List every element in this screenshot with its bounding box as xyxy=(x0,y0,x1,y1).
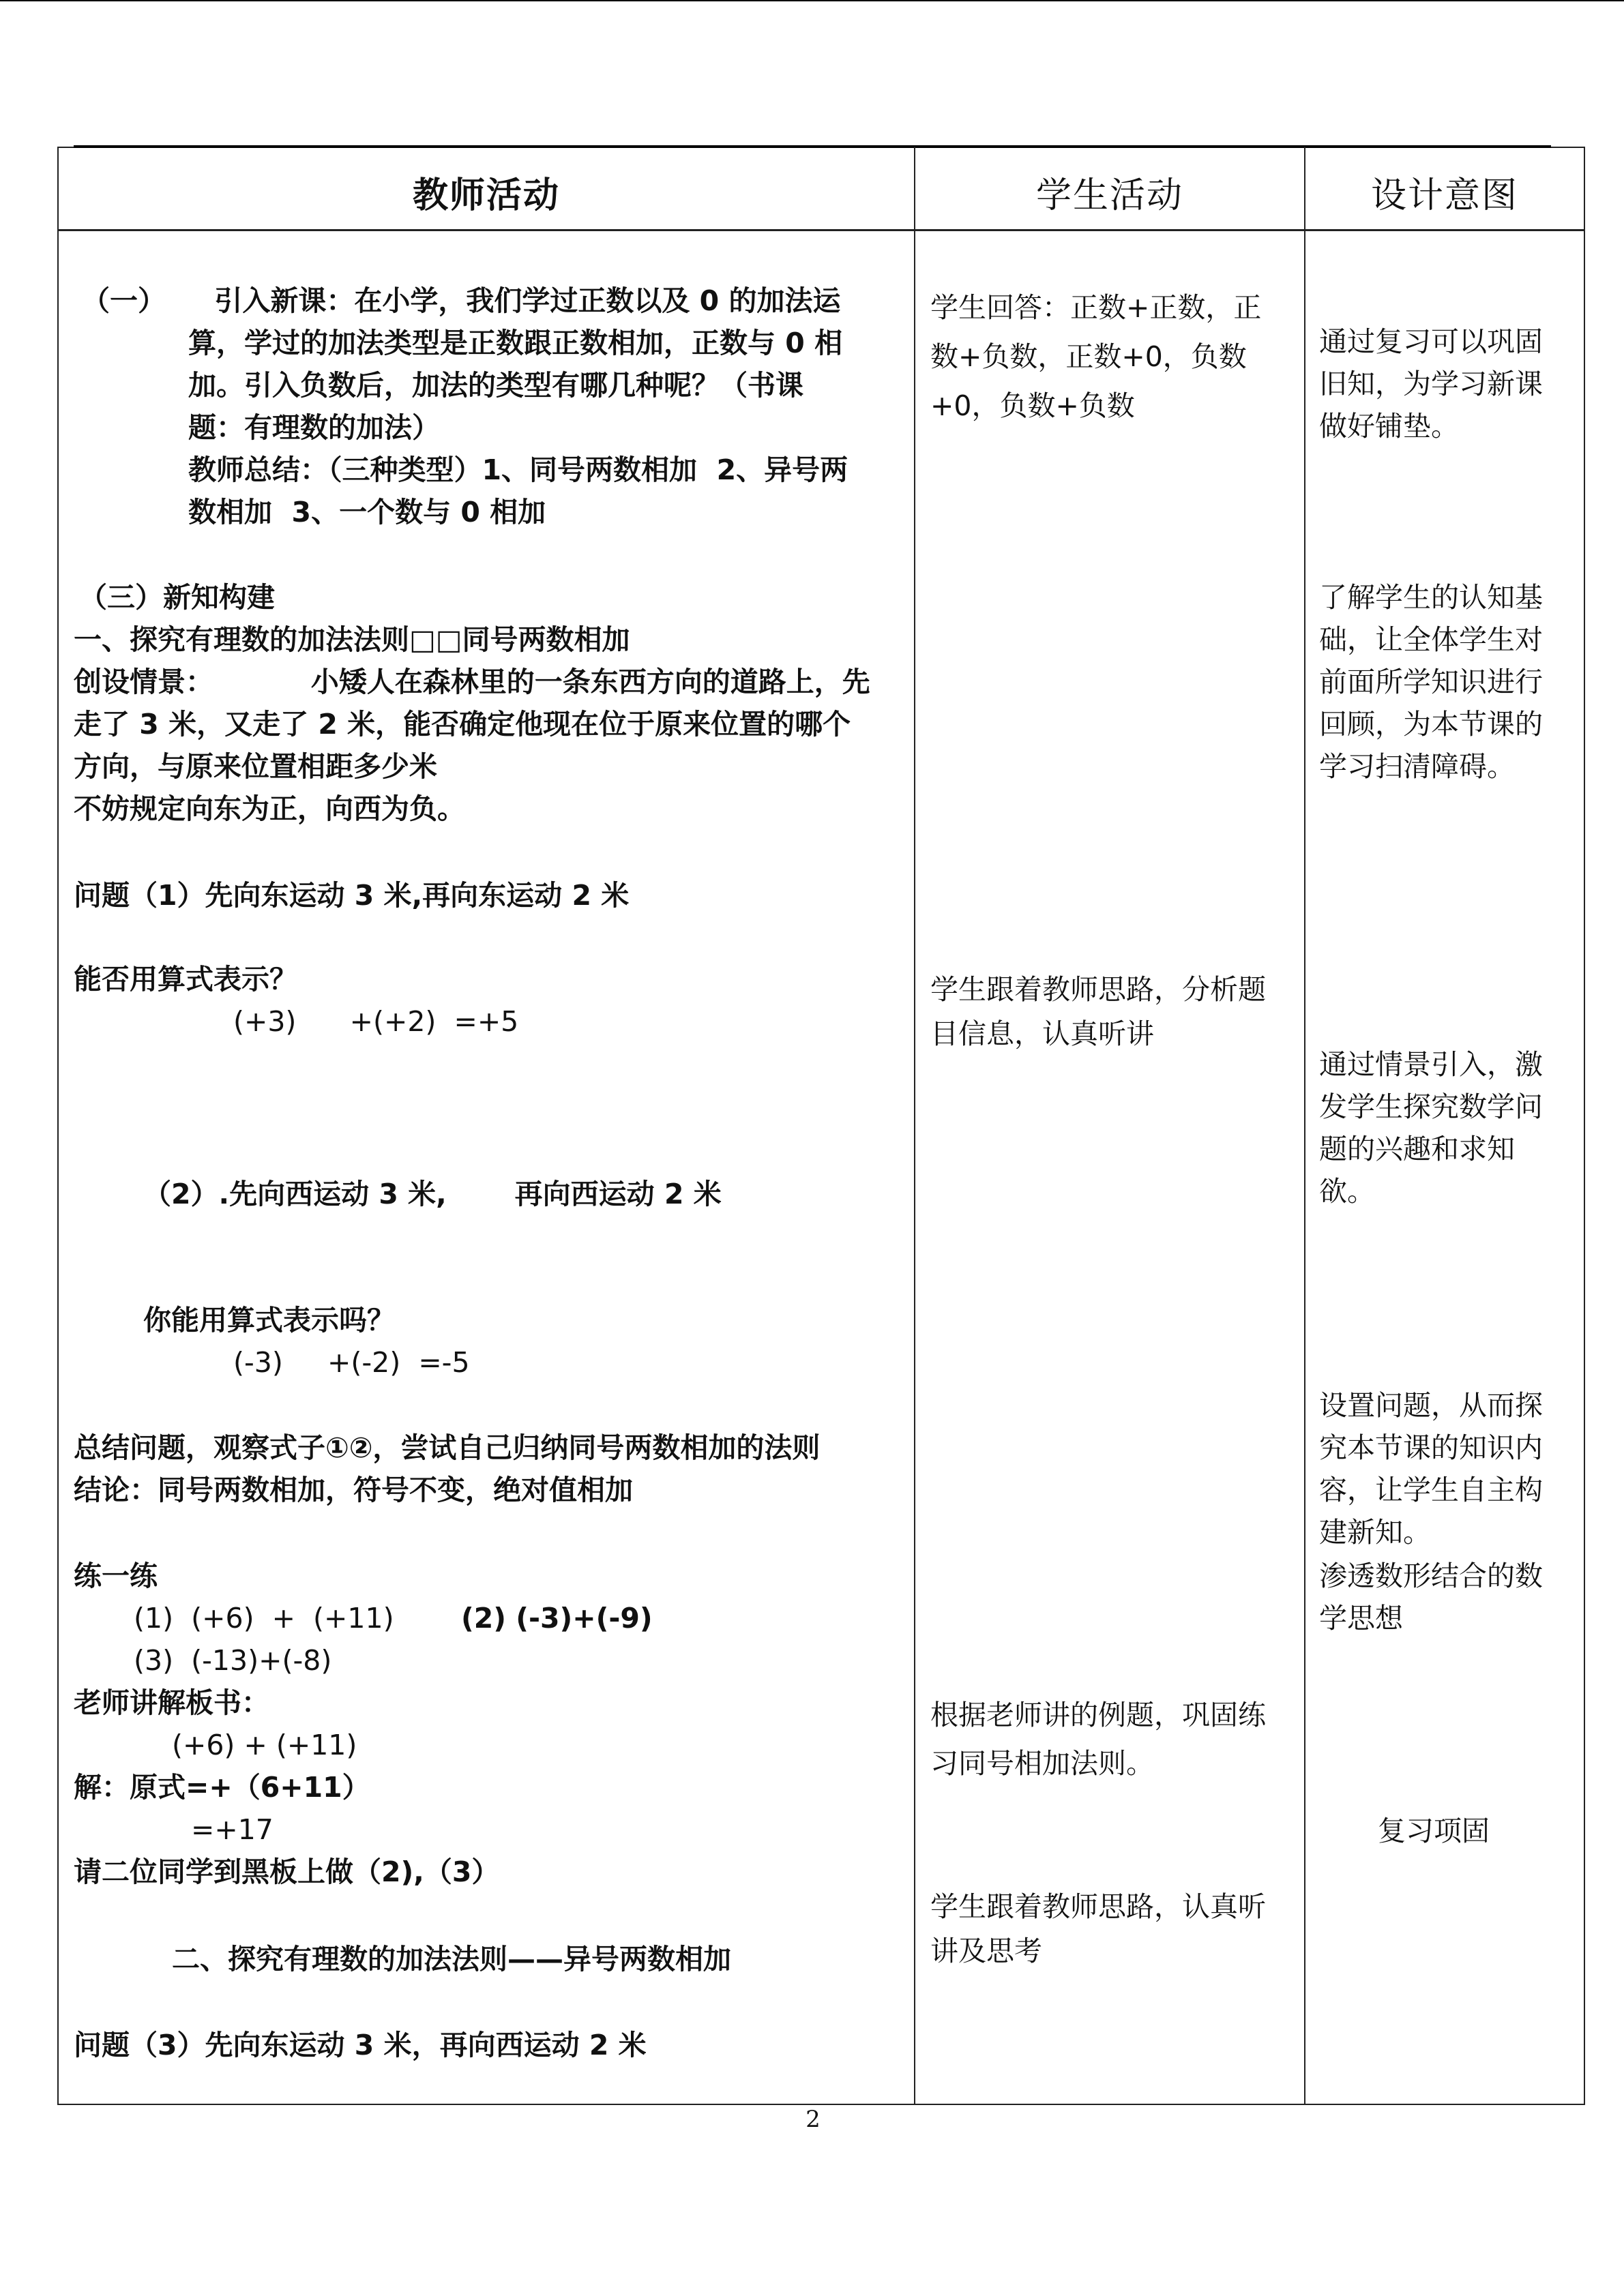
design-line: 题的兴趣和求知 xyxy=(1319,1133,1515,1165)
design-line: 欲。 xyxy=(1319,1175,1375,1208)
design-line: 容，让学生自主构 xyxy=(1319,1474,1543,1506)
teacher-line: 题：有理数的加法） xyxy=(188,411,440,444)
teacher-line: 能否用算式表示？ xyxy=(74,963,297,996)
teacher-line: 不妨规定向东为正，向西为负。 xyxy=(74,792,465,825)
top-rule xyxy=(0,0,1624,1)
teacher-line: （一） 引入新课：在小学，我们学过正数以及 0 的加法运 xyxy=(82,284,841,317)
teacher-line: 解：原式=+（6+11） xyxy=(74,1771,370,1804)
table-top-rule xyxy=(74,145,1551,148)
design-line: 做好铺垫。 xyxy=(1319,410,1459,443)
student-line: 学生跟着教师思路，分析题 xyxy=(930,973,1266,1006)
teacher-line: 请二位同学到黑板上做（2),（3） xyxy=(74,1855,500,1888)
design-line: 础，让全体学生对 xyxy=(1319,623,1543,656)
design-line: 通过情景引入，激 xyxy=(1319,1048,1543,1081)
teacher-line: 结论：同号两数相加，符号不变，绝对值相加 xyxy=(74,1474,633,1506)
teacher-line: 总结问题，观察式子①②，尝试自己归纳同号两数相加的法则 xyxy=(74,1431,821,1464)
student-line: 目信息，认真听讲 xyxy=(930,1017,1154,1050)
student-line: 学生跟着教师思路，认真听 xyxy=(930,1890,1266,1923)
student-line: +0，负数+负数 xyxy=(930,389,1135,422)
teacher-line: 老师讲解板书： xyxy=(74,1686,269,1719)
design-line: 究本节课的知识内 xyxy=(1319,1431,1543,1464)
design-line: 前面所学知识进行 xyxy=(1319,666,1543,698)
header-divider xyxy=(57,229,1585,231)
teacher-line: 算，学过的加法类型是正数跟正数相加，正数与 0 相 xyxy=(188,327,843,359)
student-line: 习同号相加法则。 xyxy=(930,1747,1154,1780)
design-line: 复习项固 xyxy=(1378,1815,1490,1847)
design-line: 学习扫清障碍。 xyxy=(1319,750,1515,783)
header-design-intent: 设计意图 xyxy=(1370,175,1518,216)
teacher-line: 你能用算式表示吗？ xyxy=(143,1304,395,1337)
teacher-line: 教师总结：（三种类型）1、同号两数相加 2、异号两 xyxy=(188,453,848,486)
exercise-2: (2) (-3)+(-9) xyxy=(461,1602,653,1635)
design-line: 发学生探究数学问 xyxy=(1319,1090,1543,1123)
teacher-formula: =+17 xyxy=(191,1813,274,1846)
teacher-line: （2）.先向西运动 3 米, 再向西运动 2 米 xyxy=(143,1178,722,1210)
column-divider-1 xyxy=(914,147,915,2105)
teacher-line: 问题（1）先向东运动 3 米,再向东运动 2 米 xyxy=(74,879,630,912)
teacher-line: 练一练 xyxy=(74,1560,158,1592)
design-line: 学思想 xyxy=(1319,1602,1403,1635)
design-line: 了解学生的认知基 xyxy=(1319,581,1543,614)
teacher-line: 方向，与原来位置相距多少米 xyxy=(74,750,437,783)
teacher-line: 一、探究有理数的加法法则□□同号两数相加 xyxy=(74,623,630,656)
design-line: 设置问题，从而探 xyxy=(1319,1389,1543,1422)
teacher-line: 走了 3 米，又走了 2 米，能否确定他现在位于原来位置的哪个 xyxy=(74,708,851,741)
header-student-activity: 学生活动 xyxy=(1035,175,1183,216)
teacher-formula: (-3) +(-2) =-5 xyxy=(233,1346,470,1379)
teacher-line: 加。引入负数后，加法的类型有哪几种呢？（书课 xyxy=(188,369,803,402)
design-line: 旧知，为学习新课 xyxy=(1319,368,1543,400)
design-line: 渗透数形结合的数 xyxy=(1319,1560,1543,1592)
design-line: 通过复习可以巩固 xyxy=(1319,325,1543,358)
exercise-3: (3) (-13)+(-8) xyxy=(134,1644,332,1677)
teacher-formula: (+3) +(+2) =+5 xyxy=(233,1005,519,1038)
page-number: 2 xyxy=(806,2106,821,2133)
teacher-line: 问题（3）先向东运动 3 米，再向西运动 2 米 xyxy=(74,2029,647,2061)
student-line: 根据老师讲的例题，巩固练 xyxy=(930,1699,1266,1731)
exercise-1: (1) (+6) + (+11) xyxy=(134,1602,394,1635)
header-teacher-activity: 教师活动 xyxy=(412,175,560,216)
design-line: 建新知。 xyxy=(1319,1516,1431,1549)
teacher-line: （三）新知构建 xyxy=(79,581,275,614)
column-divider-2 xyxy=(1304,147,1305,2105)
design-line: 回顾，为本节课的 xyxy=(1319,708,1543,741)
teacher-line: 创设情景： 小矮人在森林里的一条东西方向的道路上，先 xyxy=(74,666,870,698)
student-line: 讲及思考 xyxy=(930,1935,1042,1967)
student-line: 数+负数，正数+0，负数 xyxy=(930,340,1247,373)
student-line: 学生回答：正数+正数，正 xyxy=(930,291,1262,324)
teacher-line: 二、探究有理数的加法法则——异号两数相加 xyxy=(172,1943,731,1976)
teacher-formula: (+6) + (+11) xyxy=(172,1729,357,1761)
teacher-line: 数相加 3、一个数与 0 相加 xyxy=(188,496,546,528)
